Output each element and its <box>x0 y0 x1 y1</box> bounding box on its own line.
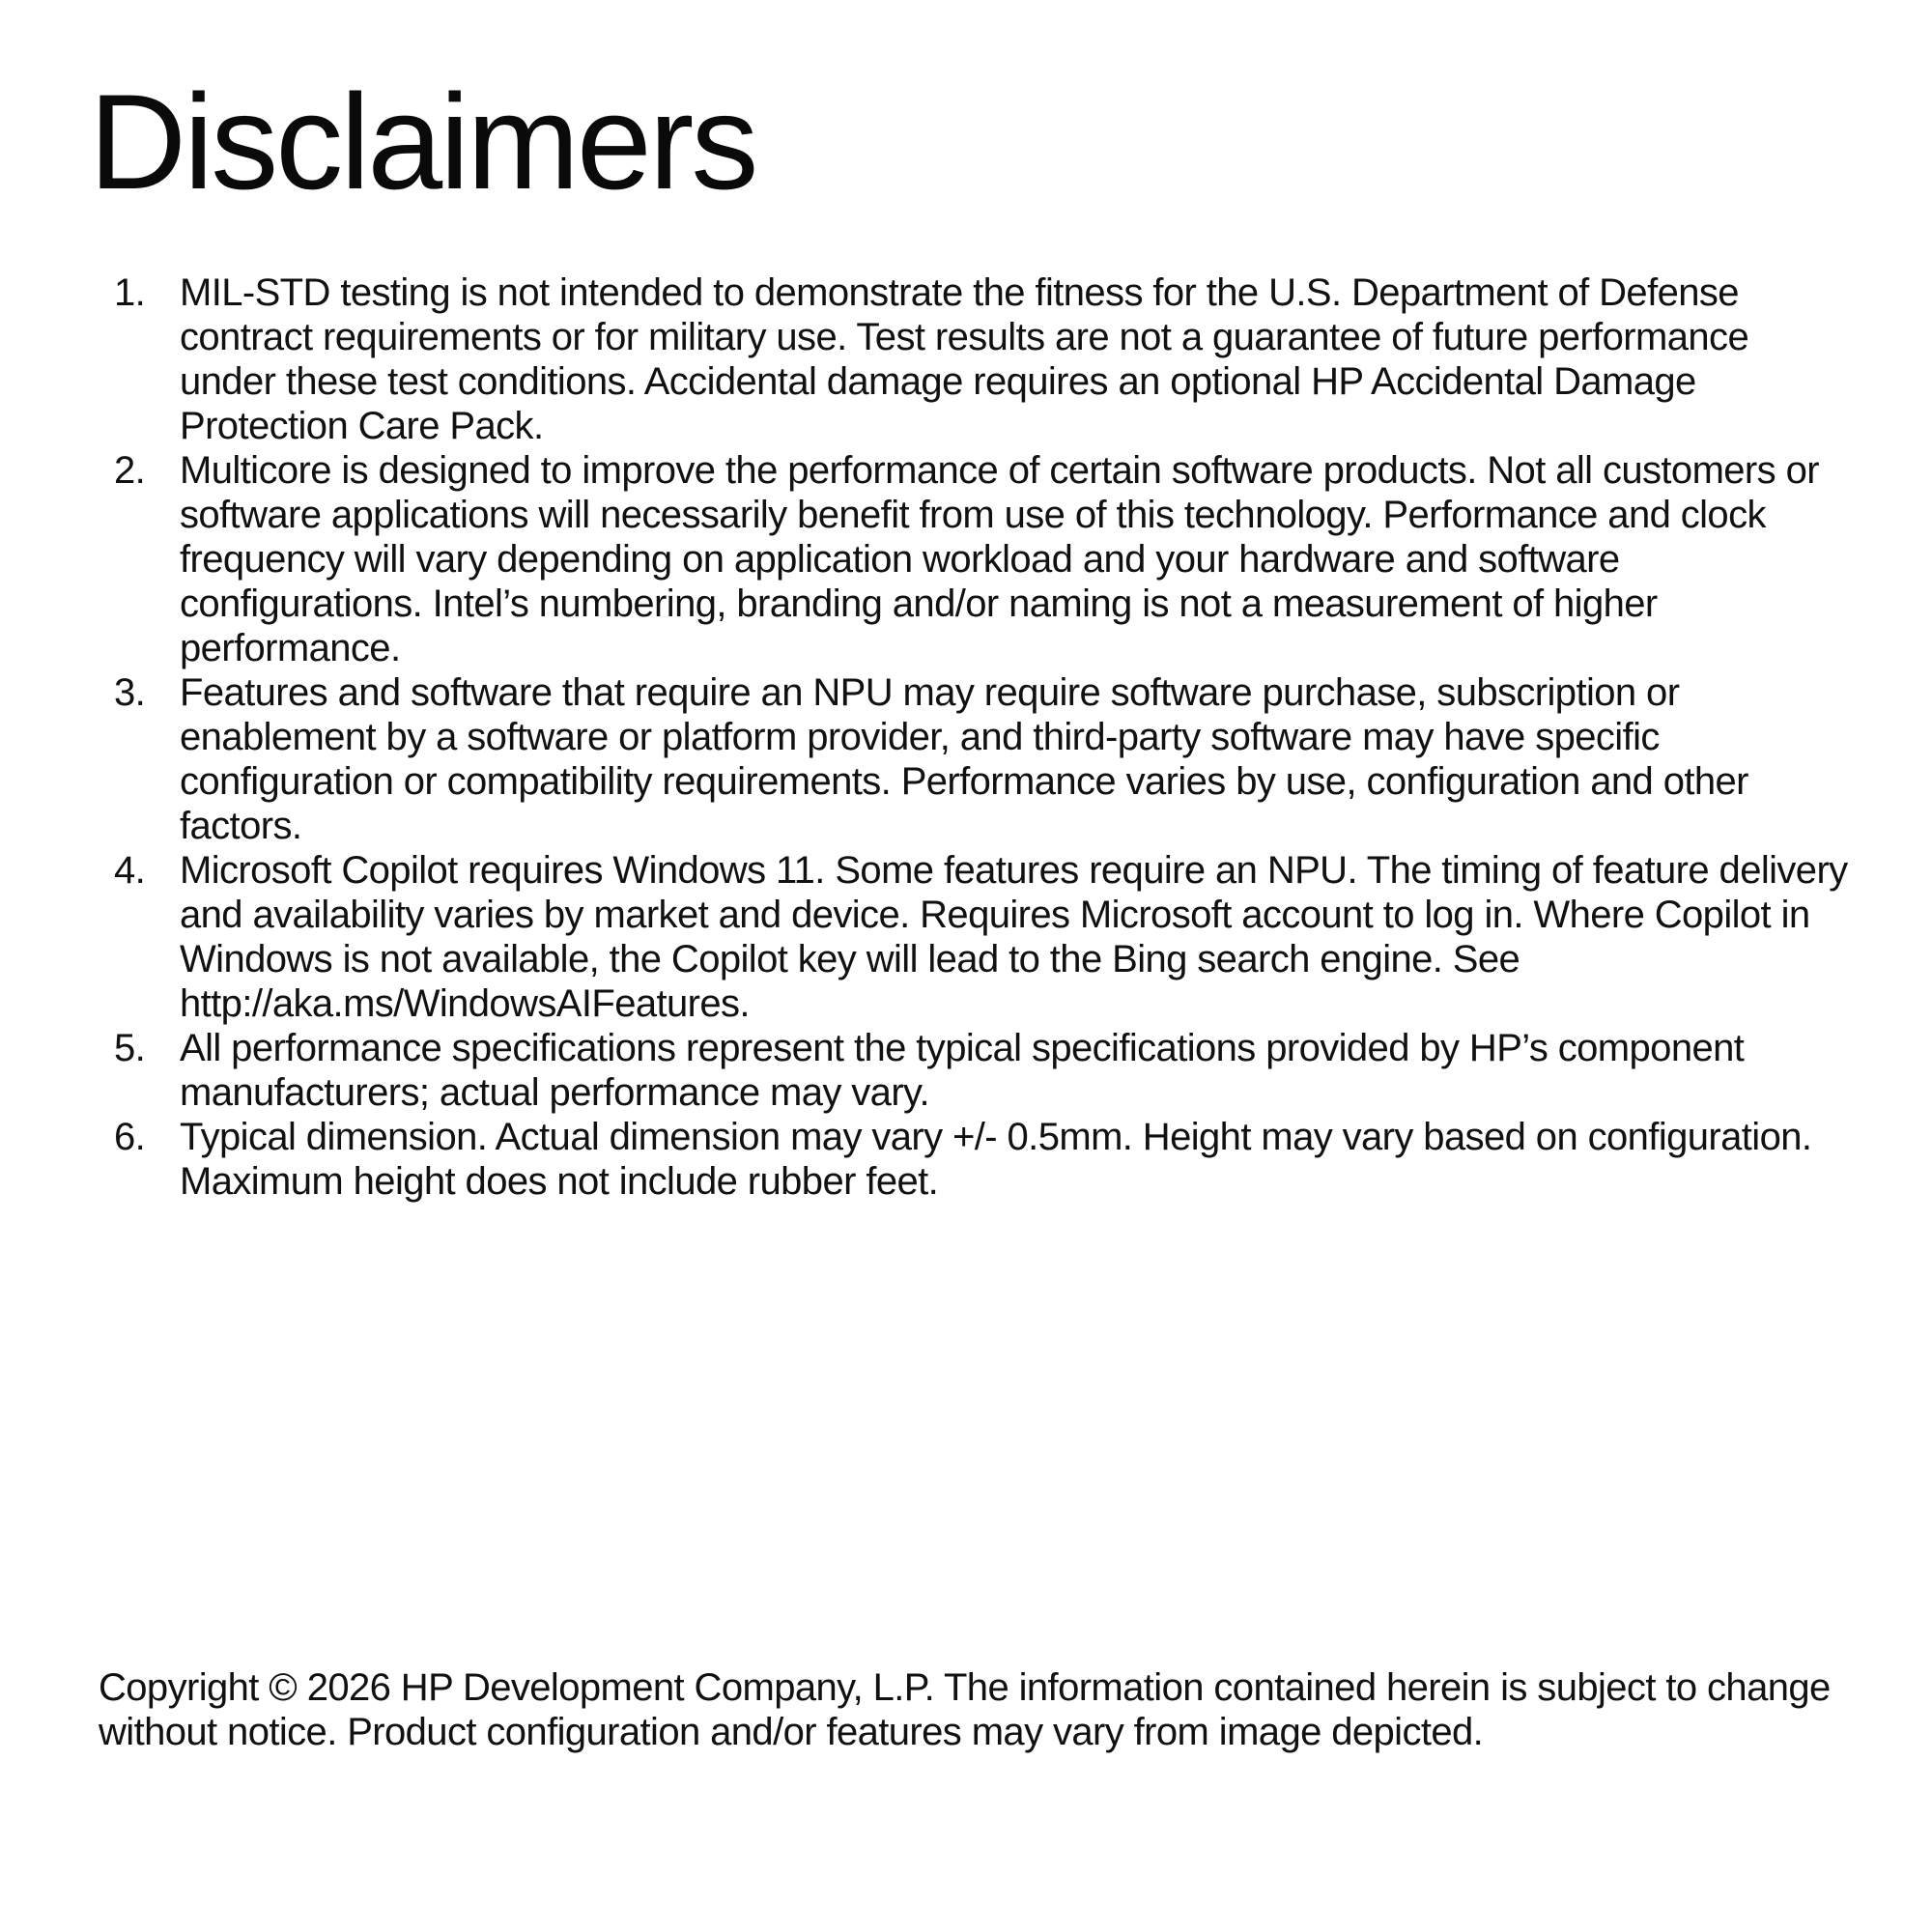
disclaimer-number: 1. <box>114 271 146 314</box>
disclaimer-text: Microsoft Copilot requires Windows 11. Some features require an NPU. The timing of feature delivery and availability varies by market and device. Requires Microsoft account to log in. Where Copilot in Windows is not available, the Copilot key will lead to the Bing search engine. See http://aka.ms/WindowsAIFeatures. <box>180 849 1848 1025</box>
disclaimer-item <box>114 670 1853 848</box>
page-title: Disclaimers <box>89 66 756 217</box>
disclaimer-text: All performance specifications represent the typical specifications provided by HP’s component manufacturers; actual performance may vary. <box>180 1027 1745 1114</box>
disclaimer-item <box>114 270 1853 448</box>
disclaimer-number: 2. <box>114 449 146 492</box>
disclaimer-number: 4. <box>114 849 146 892</box>
copyright-notice: Copyright © 2026 HP Development Company, L.P. The information contained herein is subject to change without notice. Product configuration and/or features may vary from image depicted. <box>99 1666 1831 1753</box>
disclaimer-item <box>114 1115 1853 1204</box>
disclaimer-number: 6. <box>114 1116 146 1158</box>
disclaimer-text: Multicore is designed to improve the performance of certain software products. Not all customers or software applications will necessarily benefit from use of this technology. Performance and clock frequency will vary depending on application workload and your hardware and software configurations. Intel’s numbering, branding and/or naming is not a measurement of higher performance. <box>180 449 1819 669</box>
disclaimer-text: Typical dimension. Actual dimension may vary +/- 0.5mm. Height may vary based on configuration. Maximum height does not include rubber feet. <box>180 1116 1812 1203</box>
disclaimer-item <box>114 848 1853 1026</box>
disclaimer-text: Features and software that require an NPU may require software purchase, subscription or enablement by a software or platform provider, and third-party software may have specific configuration or compatibility requirements. Performance varies by use, configuration and other factors. <box>180 671 1748 847</box>
disclaimer-number: 3. <box>114 671 146 714</box>
disclaimer-number: 5. <box>114 1027 146 1069</box>
disclaimer-text: MIL-STD testing is not intended to demonstrate the fitness for the U.S. Department of Defense contract requirements or for military use. Test results are not a guarantee of future performance under these test conditions. Accidental damage requires an optional HP Accidental Damage Protection Care Pack. <box>180 271 1749 447</box>
disclaimer-item <box>114 448 1853 670</box>
disclaimer-list <box>114 270 1853 1204</box>
disclaimer-item <box>114 1026 1853 1115</box>
